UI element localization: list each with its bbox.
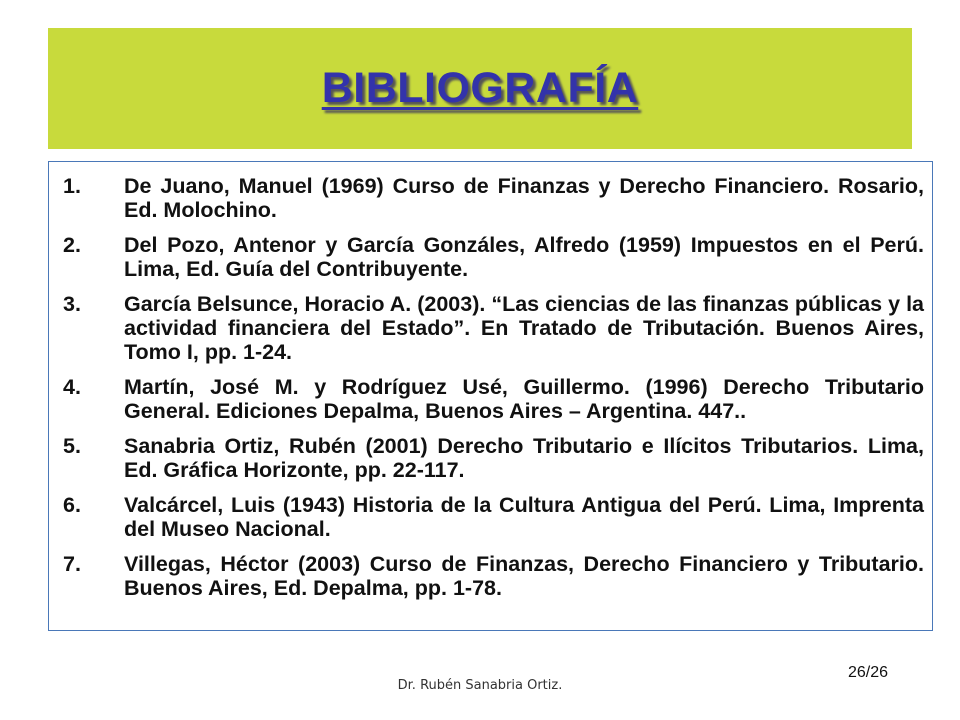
item-number: 2.: [63, 233, 81, 257]
item-number: 5.: [63, 434, 81, 458]
bibliography-item: [63, 552, 924, 600]
page-number: 26/26: [848, 664, 889, 681]
bibliography-item: [63, 233, 924, 281]
bibliography-item: [63, 292, 924, 364]
title-banner: [48, 28, 912, 149]
item-number: 1.: [63, 174, 81, 198]
bibliography-item: [63, 174, 924, 222]
item-text: Del Pozo, Antenor y García Gonzáles, Alfredo (1959) Impuestos en el Perú. Lima, Ed. Guía del Contribuyente.: [124, 233, 924, 281]
bibliography-box: [48, 161, 933, 631]
item-text: Sanabria Ortiz, Rubén (2001) Derecho Tributario e Ilícitos Tributarios. Lima, Ed. Gráfica Horizonte, pp. 22-117.: [124, 434, 924, 482]
item-number: 7.: [63, 552, 81, 576]
footer-author: Dr. Rubén Sanabria Ortiz.: [397, 678, 563, 693]
bibliography-list: [63, 174, 924, 611]
item-text: García Belsunce, Horacio A. (2003). “Las ciencias de las finanzas públicas y la actividad financiera del Estado”. En Tratado de Tributación. Buenos Aires, Tomo I, pp. 1-24.: [124, 292, 924, 364]
item-text: De Juano, Manuel (1969) Curso de Finanzas y Derecho Financiero. Rosario, Ed. Molochino.: [124, 174, 924, 222]
bibliography-item: [63, 375, 924, 423]
item-number: 6.: [63, 493, 81, 517]
item-text: Martín, José M. y Rodríguez Usé, Guillermo. (1996) Derecho Tributario General. Ediciones Depalma, Buenos Aires – Argentina. 447..: [124, 375, 924, 423]
page-title: BIBLIOGRAFÍA: [321, 64, 639, 112]
item-number: 4.: [63, 375, 81, 399]
item-text: Villegas, Héctor (2003) Curso de Finanzas, Derecho Financiero y Tributario. Buenos Aires, Ed. Depalma, pp. 1-78.: [124, 552, 924, 600]
item-number: 3.: [63, 292, 81, 316]
item-text: Valcárcel, Luis (1943) Historia de la Cultura Antigua del Perú. Lima, Imprenta del Museo Nacional.: [124, 493, 924, 541]
bibliography-item: [63, 434, 924, 482]
bibliography-item: [63, 493, 924, 541]
